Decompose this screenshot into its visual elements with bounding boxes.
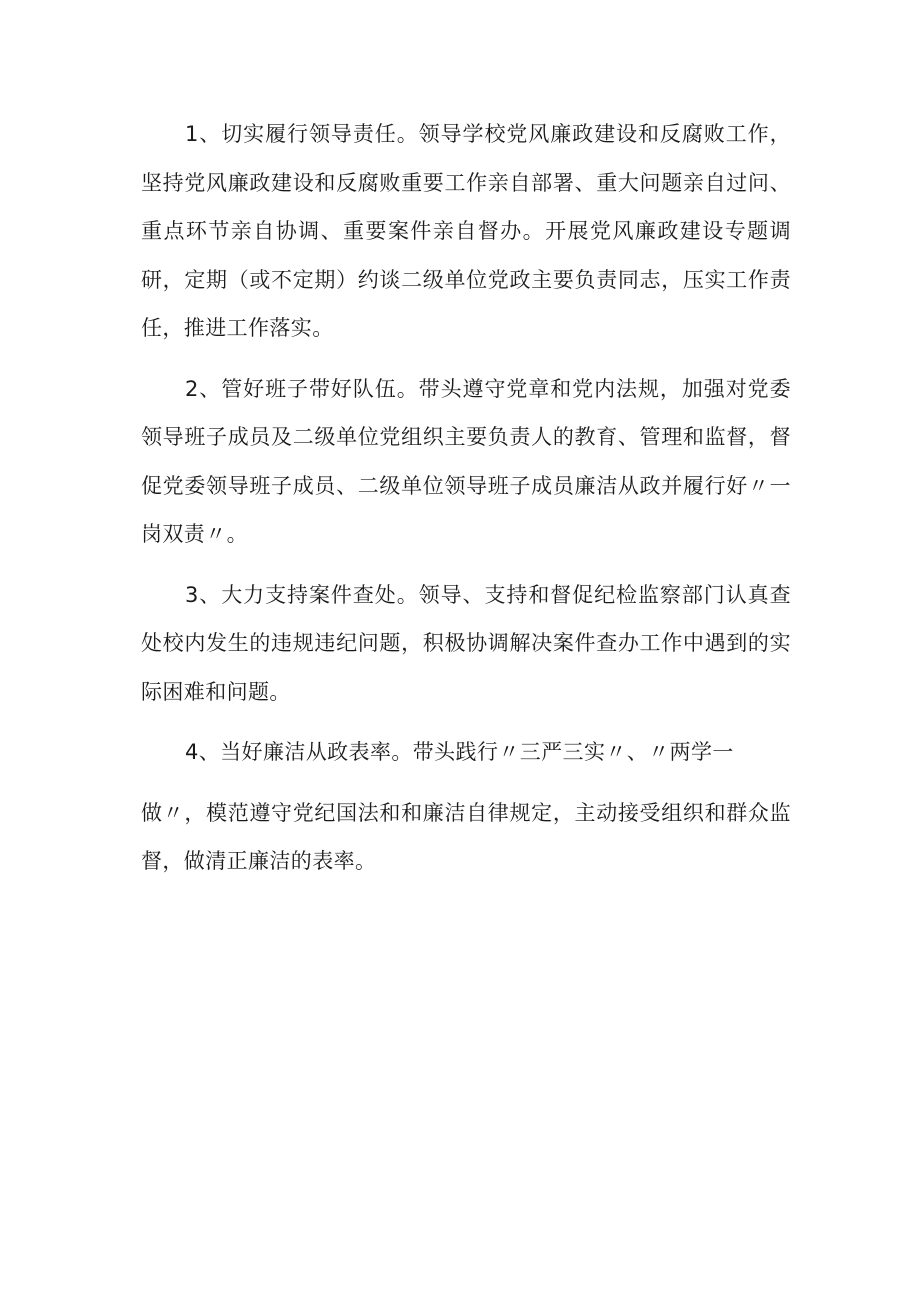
paragraph-2: 2、管好班子带好队伍。带头遵守党章和党内法规，加强对党委领导班子成员及二级单位党组织主要负责人的教育、管理和监督，督促党委领导班子成员、二级单位领导班子成员廉洁从政并履行好〃一岗双责〃。 bbox=[141, 376, 791, 546]
document-body bbox=[141, 110, 791, 886]
paragraph-4 bbox=[141, 728, 791, 886]
paragraph-3: 3、大力支持案件查处。领导、支持和督促纪检监察部门认真查处校内发生的违规违纪问题，积极协调解决案件查办工作中遇到的实际困难和问题。 bbox=[141, 582, 791, 704]
paragraph-1: 1、切实履行领导责任。领导学校党风廉政建设和反腐败工作，坚持党风廉政建设和反腐败重要工作亲自部署、重大问题亲自过问、重点环节亲自协调、重要案件亲自督办。开展党风廉政建设专题调研，定期（或不定期）约谈二级单位党政主要负责同志，压实工作责任，推进工作落实。 bbox=[141, 122, 791, 340]
paragraph-4-first-line: 4、当好廉洁从政表率。带头践行〃三严三实〃、〃两学一 bbox=[185, 740, 734, 764]
paragraph-4-continuation: 做〃，模范遵守党纪国法和和廉洁自律规定，主动接受组织和群众监督，做清正廉洁的表率。 bbox=[141, 800, 791, 873]
